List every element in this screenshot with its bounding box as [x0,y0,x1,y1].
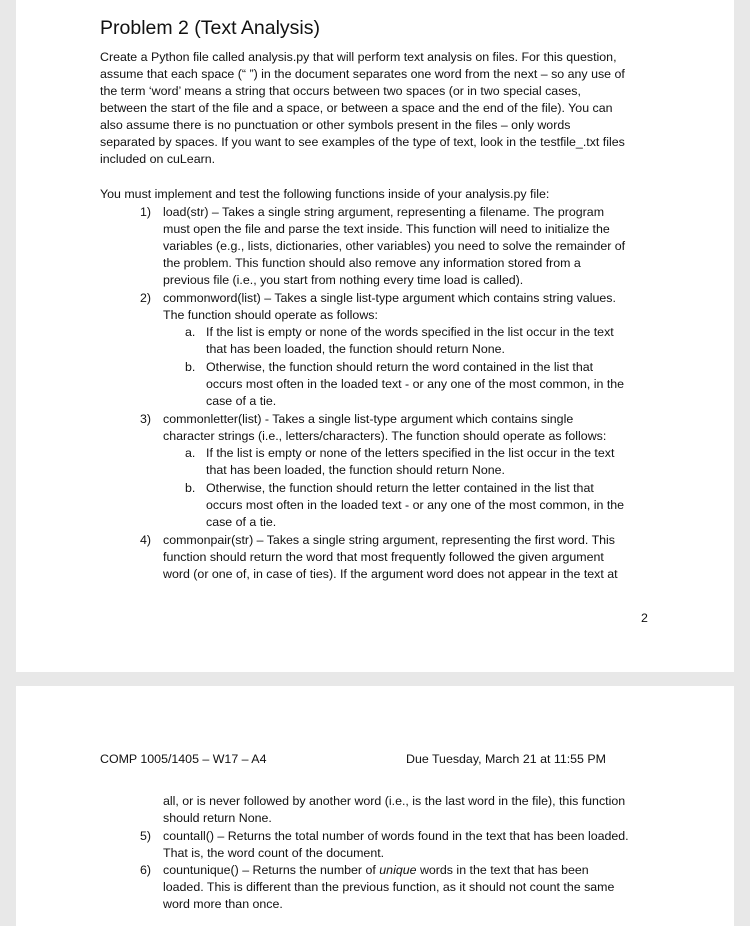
list-marker: 3) [140,412,152,426]
list-item-line: loaded. This is different than the previous function, as it should not count the same [163,880,615,894]
list-item-line [163,862,589,879]
list-item-line: commonpair(str) – Takes a single string argument, representing the first word. This [163,533,615,547]
sublist-marker: a. [185,446,196,460]
text-run: words in the text that has been [416,863,589,877]
list-marker: 2) [140,291,152,305]
sublist-item-line: that has been loaded, the function should return None. [206,463,505,477]
continued-line: all, or is never followed by another word (i.e., is the last word in the file), this function [163,794,626,808]
sublist-item-line: that has been loaded, the function should return None. [206,342,505,356]
document-page-2 [16,686,734,926]
list-item-line: word more than once. [163,897,283,911]
intro-line: included on cuLearn. [100,152,216,166]
list-item-line: That is, the word count of the document. [163,846,385,860]
intro-line: the term ‘word’ means a string that occurs between two spaces (or in two special cases, [100,84,581,98]
intro-line: also assume there is no punctuation or other symbols present in the files – only words [100,118,571,132]
list-item-line: previous file (i.e., you start from nothing every time load is called). [163,273,524,287]
list-item-line: countall() – Returns the total number of words found in the text that has been loaded. [163,829,629,843]
list-marker: 4) [140,533,152,547]
sublist-item-line: case of a tie. [206,515,277,529]
emphasis-text: unique [379,863,417,877]
list-item-line: The function should operate as follows: [163,308,378,322]
sublist-item-line: occurs most often in the loaded text - or any one of the most common, in the [206,377,625,391]
list-item-line: load(str) – Takes a single string argument, representing a filename. The program [163,205,605,219]
intro-line: assume that each space (“ ”) in the document separates one word from the next – so any use of [100,67,625,81]
list-item-line: variables (e.g., lists, dictionaries, other variables) you need to solve the remainder of [163,239,626,253]
list-item-line: character strings (i.e., letters/characters). The function should operate as follows: [163,429,607,443]
due-date-header: Due Tuesday, March 21 at 11:55 PM [406,752,606,766]
list-item-line: commonword(list) – Takes a single list-type argument which contains string values. [163,291,616,305]
document-page-1 [16,0,734,672]
sublist-marker: b. [185,481,196,495]
sublist-item-line: occurs most often in the loaded text - or any one of the most common, in the [206,498,625,512]
implement-instruction: You must implement and test the following functions inside of your analysis.py file: [100,187,550,201]
list-item-line: must open the file and parse the text inside. This function will need to initialize the [163,222,610,236]
intro-line: between the start of the file and a space, or between a space and the end of the file). You can [100,101,613,115]
text-run: countunique() – Returns the number of [163,863,380,877]
page-number: 2 [641,611,648,625]
sublist-item-line: Otherwise, the function should return the word contained in the list that [206,360,594,374]
problem-title: Problem 2 (Text Analysis) [100,17,320,39]
list-marker: 5) [140,829,152,843]
continued-line: should return None. [163,811,272,825]
list-item-line: word (or one of, in case of ties). If the argument word does not appear in the text at [163,567,618,581]
intro-line: separated by spaces. If you want to see examples of the type of text, look in the testfile_.txt files [100,135,625,149]
sublist-item-line: case of a tie. [206,394,277,408]
course-header: COMP 1005/1405 – W17 – A4 [100,752,267,766]
sublist-marker: a. [185,325,196,339]
list-item-line: commonletter(list) - Takes a single list-type argument which contains single [163,412,574,426]
sublist-item-line: If the list is empty or none of the words specified in the list occur in the text [206,325,614,339]
intro-line: Create a Python file called analysis.py that will perform text analysis on files. For this question, [100,50,617,64]
list-item-line: function should return the word that most frequently followed the given argument [163,550,604,564]
list-item-line: the problem. This function should also remove any information stored from a [163,256,581,270]
sublist-marker: b. [185,360,196,374]
list-marker: 6) [140,863,152,877]
list-marker: 1) [140,205,152,219]
sublist-item-line: Otherwise, the function should return the letter contained in the list that [206,481,594,495]
sublist-item-line: If the list is empty or none of the letters specified in the list occur in the text [206,446,615,460]
